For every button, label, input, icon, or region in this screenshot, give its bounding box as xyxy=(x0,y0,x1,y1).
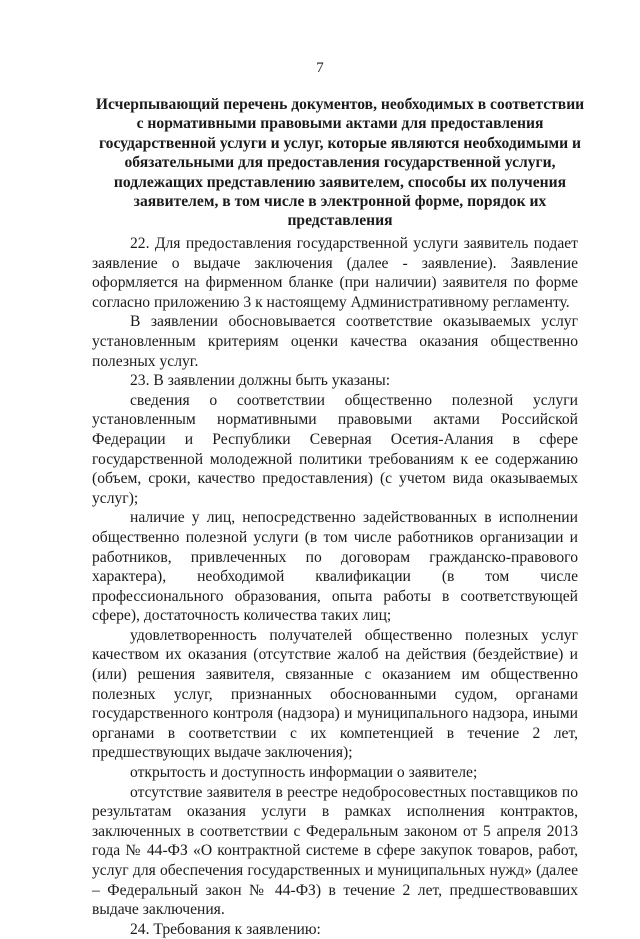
paragraph-criteria-satisfaction: удовлетворенность получателей общественно полезных услуг качеством их оказания (отсутствие жалоб на действия (бездействие) и (или) решения заявителя, связанные с оказанием им общественно полезных услуг, признанных обоснованными судом, органами государственного контроля (надзора) и муниципального надзора, иными органами в соответствии с их компетенцией в течение 2 лет, предшествующих выдаче заключения); xyxy=(92,626,578,762)
paragraph-24: 24. Требования к заявлению: xyxy=(130,920,321,938)
paragraph-23: 23. В заявлении должны быть указаны: xyxy=(130,372,391,390)
paragraph-criteria-staff: наличие у лиц, непосредственно задействованных в исполнении общественно полезной услуги (в том числе работников организации и работников, привлеченных по договорам гражданско-правового характера), необходимой квалификации (в том числе профессионального образования, опыта работы в соответствующей сфере), достаточность количества таких лиц; xyxy=(92,509,578,625)
paragraph-criteria-openness: открытость и доступность информации о заявителе; xyxy=(130,764,478,782)
body-text xyxy=(92,234,578,939)
paragraph-justification: В заявлении обосновывается соответствие оказываемых услуг установленным критериям оценки качества оказания общественно полезных услуг. xyxy=(92,313,578,370)
page-number: 7 xyxy=(316,60,324,76)
paragraph-22: 22. Для предоставления государственной услуги заявитель подает заявление о выдаче заключения (далее - заявление). Заявление оформляется на фирменном бланке (при наличии) заявителя по форме согласно приложению 3 к настоящему Административному регламенту. xyxy=(92,235,578,311)
paragraph-criteria-content: сведения о соответствии общественно полезной услуги установленным нормативными правовыми актами Российской Федерации и Республики Северная Осетия-Алания в сфере государственной молодежной политики требованиям к ее содержанию (объем, сроки, качество предоставления) (с учетом вида оказываемых услуг); xyxy=(92,391,578,507)
section-heading: Исчерпывающий перечень документов, необходимых в соответствии с нормативными правовыми актами для предоставления государственной услуги и услуг, которые являются необходимыми и обязательными для предоставления государственной услуги, подлежащих представлению заявителем, способы их получения заявителем, в том числе в электронной форме, порядок их представления xyxy=(95,96,585,230)
paragraph-criteria-registry: отсутствие заявителя в реестре недобросовестных поставщиков по результатам оказания услуги в рамках исполнения контрактов, заключенных в соответствии с Федеральным законом от 5 апреля 2013 года № 44-ФЗ «О контрактной системе в сфере закупок товаров, работ, услуг для обеспечения государственных и муниципальных нужд» (далее – Федеральный закон № 44-ФЗ) в течение 2 лет, предшествовавших выдаче заключения. xyxy=(92,783,578,919)
